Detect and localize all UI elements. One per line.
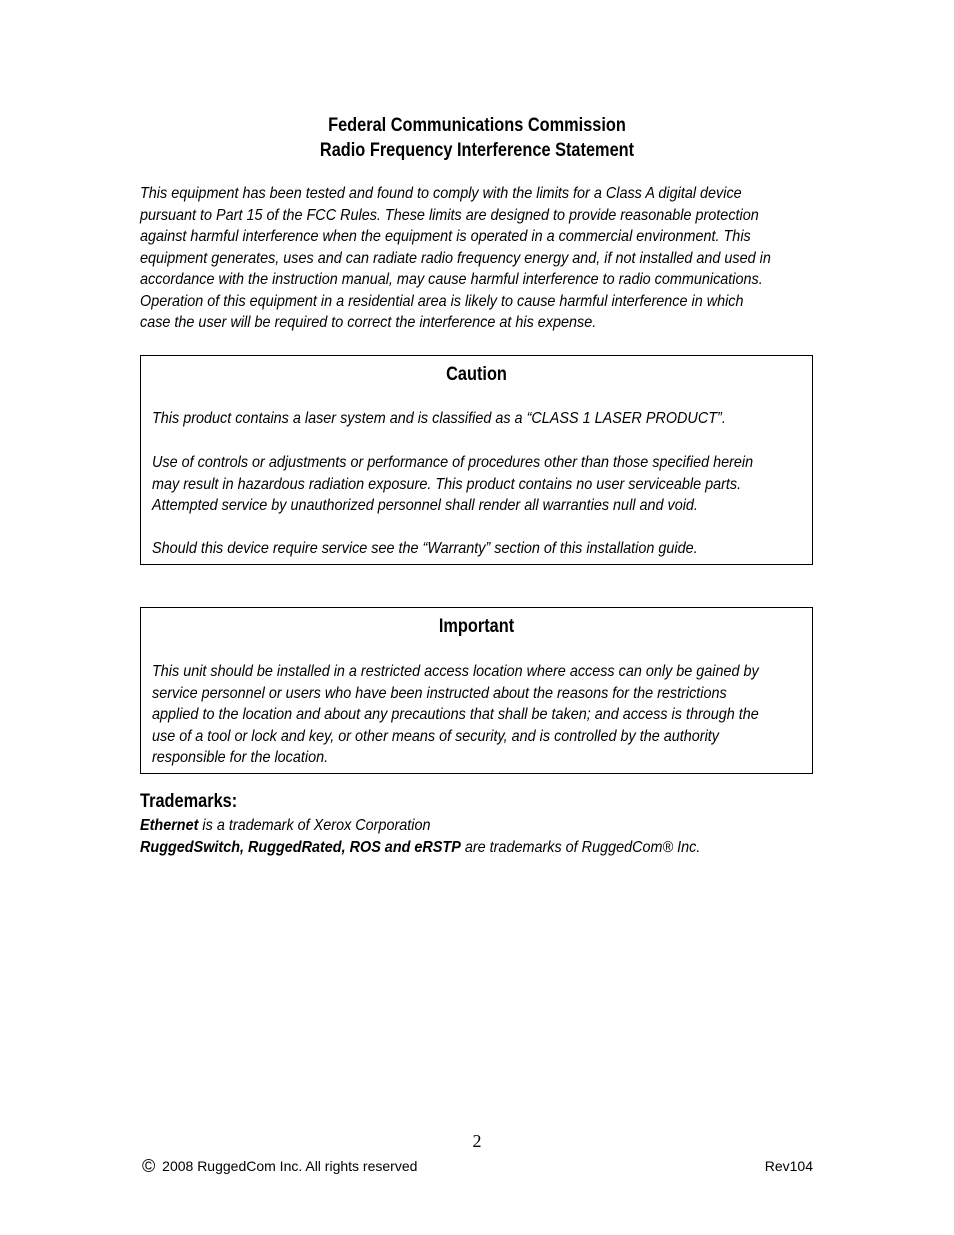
text-line: This equipment has been tested and found to comply with the limits for a Class A digital device <box>140 185 742 202</box>
trademarks-heading: Trademarks: <box>140 791 238 812</box>
title-line-2: Radio Frequency Interference Statement <box>319 140 635 161</box>
trademarks-list <box>140 815 700 858</box>
trademark-owner: is a trademark of Xerox Corporation <box>198 817 431 834</box>
important-heading: Important <box>438 616 515 637</box>
text-line: responsible for the location. <box>152 749 329 766</box>
text-line: Operation of this equipment in a residential area is likely to cause harmful interference in which <box>140 292 744 310</box>
important-box <box>140 607 813 774</box>
title-line-1: Federal Communications Commission <box>328 115 626 136</box>
text-line: may result in hazardous radiation exposure. This product contains no user serviceable parts. <box>152 475 742 493</box>
footer-copyright <box>142 1156 417 1176</box>
footer-revision: Rev104 <box>764 1158 813 1174</box>
caution-box <box>140 355 813 565</box>
important-paragraph <box>152 661 759 769</box>
caution-laser-class: This product contains a laser system and is classified as a “CLASS 1 LASER PRODUCT”. <box>152 410 726 427</box>
trademark-ruggedcom <box>140 837 700 859</box>
text-line: accordance with the instruction manual, may cause harmful interference to radio communications. <box>140 271 763 288</box>
page-number: 2 <box>472 1131 482 1151</box>
copyright-text: 2008 RuggedCom Inc. All rights reserved <box>162 1158 418 1174</box>
fcc-statement-paragraph <box>140 183 771 334</box>
text-line: Use of controls or adjustments or performance of procedures other than those specified herein <box>152 454 754 471</box>
text-line: service personnel or users who have been instructed about the reasons for the restrictions <box>152 684 727 702</box>
page-title <box>67 113 887 163</box>
text-line: case the user will be required to correct the interference at his expense. <box>140 314 597 331</box>
caution-heading: Caution <box>446 364 507 385</box>
copyright-icon: © <box>142 1156 156 1176</box>
trademark-name: Ethernet <box>140 817 199 834</box>
caution-warranty-note: Should this device require service see the “Warranty” section of this installation guide. <box>152 540 698 557</box>
trademark-ethernet <box>140 815 700 837</box>
text-line: against harmful interference when the equipment is operated in a commercial environment. This <box>140 228 751 245</box>
text-line: Attempted service by unauthorized personnel shall render all warranties null and void. <box>152 497 698 514</box>
text-line: This unit should be installed in a restricted access location where access can only be gained by <box>152 663 759 680</box>
trademark-name: RuggedSwitch, RuggedRated, ROS and eRSTP <box>140 838 461 856</box>
text-line: applied to the location and about any precautions that shall be taken; and access is through the <box>152 706 759 723</box>
text-line: equipment generates, uses and can radiate radio frequency energy and, if not installed and used in <box>140 249 771 267</box>
caution-service-warning <box>152 452 753 517</box>
text-line: pursuant to Part 15 of the FCC Rules. These limits are designed to provide reasonable protection <box>140 206 759 224</box>
trademark-owner: are trademarks of RuggedCom® Inc. <box>460 838 701 856</box>
text-line: use of a tool or lock and key, or other means of security, and is controlled by the authority <box>152 727 719 745</box>
